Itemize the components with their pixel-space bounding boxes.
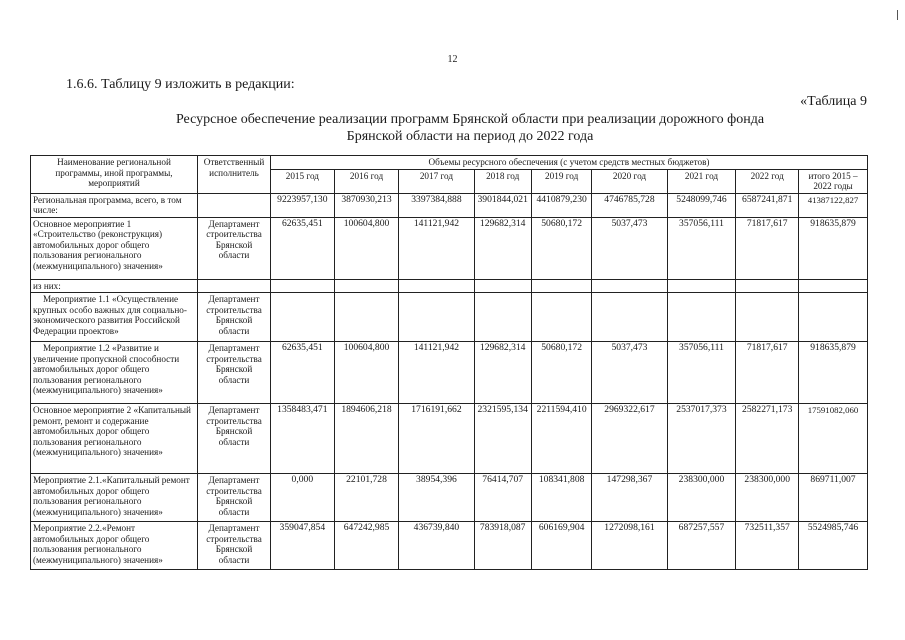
row-value bbox=[531, 293, 592, 342]
table-row bbox=[31, 342, 868, 404]
row-name: из них: bbox=[31, 279, 198, 293]
row-value: 71817,617 bbox=[736, 217, 799, 279]
row-value: 22101,728 bbox=[334, 474, 399, 522]
row-value: 1894606,218 bbox=[334, 404, 399, 474]
row-value: 141121,942 bbox=[399, 217, 474, 279]
row-value: 359047,854 bbox=[271, 522, 335, 570]
row-value: 2211594,410 bbox=[531, 404, 592, 474]
row-total bbox=[799, 293, 868, 342]
row-value: 3870930,213 bbox=[334, 193, 399, 217]
row-value bbox=[334, 293, 399, 342]
row-value: 732511,357 bbox=[736, 522, 799, 570]
row-value bbox=[592, 279, 667, 293]
row-total: 17591082,060 bbox=[799, 404, 868, 474]
row-value bbox=[399, 293, 474, 342]
row-name: Мероприятие 1.2 «Развитие и увеличение пропускной способности автомобильных дорог общего пользования регионального (межмуниципального) значения» bbox=[31, 342, 198, 404]
title-line-2: Брянской области на период до 2022 года bbox=[346, 129, 594, 144]
row-total: 5524985,746 bbox=[799, 522, 868, 570]
row-value: 5037,473 bbox=[592, 217, 667, 279]
header-year: 2021 год bbox=[667, 169, 736, 193]
row-value: 2969322,617 bbox=[592, 404, 667, 474]
row-value: 606169,904 bbox=[531, 522, 592, 570]
header-volumes: Объемы ресурсного обеспечения (с учетом средств местных бюджетов) bbox=[271, 156, 868, 170]
header-name: Наименование региональной программы, иной программы, мероприятий bbox=[31, 156, 198, 194]
row-name: Мероприятие 1.1 «Осуществление крупных особо важных для социально-экономического развития Российской Федерации проектов» bbox=[31, 293, 198, 342]
header-row-1 bbox=[31, 156, 868, 170]
row-value bbox=[399, 279, 474, 293]
row-value: 141121,942 bbox=[399, 342, 474, 404]
row-value: 5248099,746 bbox=[667, 193, 736, 217]
header-year: 2016 год bbox=[334, 169, 399, 193]
row-value: 62635,451 bbox=[271, 342, 335, 404]
row-value: 3901844,021 bbox=[474, 193, 531, 217]
row-value: 2321595,134 bbox=[474, 404, 531, 474]
row-value: 76414,707 bbox=[474, 474, 531, 522]
row-value: 9223957,130 bbox=[271, 193, 335, 217]
row-value: 129682,314 bbox=[474, 342, 531, 404]
row-executor bbox=[197, 279, 270, 293]
row-executor: Департамент строительства Брянской области bbox=[197, 217, 270, 279]
row-value bbox=[667, 293, 736, 342]
header-total: итого 2015 – 2022 годы bbox=[799, 169, 868, 193]
row-total bbox=[799, 279, 868, 293]
table-row bbox=[31, 217, 868, 279]
header-responsible: Ответственный исполнитель bbox=[197, 156, 270, 194]
table-row bbox=[31, 279, 868, 293]
row-value: 2537017,373 bbox=[667, 404, 736, 474]
row-value: 4746785,728 bbox=[592, 193, 667, 217]
row-value: 1716191,662 bbox=[399, 404, 474, 474]
row-executor: Департамент строительства Брянской области bbox=[197, 522, 270, 570]
row-value: 357056,111 bbox=[667, 217, 736, 279]
header-year: 2017 год bbox=[399, 169, 474, 193]
table-row bbox=[31, 522, 868, 570]
row-executor bbox=[197, 193, 270, 217]
row-value: 100604,800 bbox=[334, 217, 399, 279]
row-value: 238300,000 bbox=[736, 474, 799, 522]
row-value: 783918,087 bbox=[474, 522, 531, 570]
edge-mark bbox=[897, 10, 898, 20]
row-value: 5037,473 bbox=[592, 342, 667, 404]
header-year: 2015 год bbox=[271, 169, 335, 193]
row-name: Мероприятие 2.1.«Капитальный ремонт автомобильных дорог общего пользования регионального (межмуниципального) значения» bbox=[31, 474, 198, 522]
row-value: 357056,111 bbox=[667, 342, 736, 404]
row-value: 3397384,888 bbox=[399, 193, 474, 217]
row-value bbox=[271, 293, 335, 342]
row-value bbox=[736, 293, 799, 342]
row-value: 687257,557 bbox=[667, 522, 736, 570]
row-total: 918635,879 bbox=[799, 342, 868, 404]
row-value: 1358483,471 bbox=[271, 404, 335, 474]
row-value bbox=[736, 279, 799, 293]
row-name: Основное мероприятие 2 «Капитальный ремонт, ремонт и содержание автомобильных дорог общего пользования регионального (межмуниципального) значения» bbox=[31, 404, 198, 474]
row-value: 6587241,871 bbox=[736, 193, 799, 217]
row-value: 129682,314 bbox=[474, 217, 531, 279]
header-year: 2018 год bbox=[474, 169, 531, 193]
row-value: 147298,367 bbox=[592, 474, 667, 522]
header-year: 2019 год bbox=[531, 169, 592, 193]
row-value: 2582271,173 bbox=[736, 404, 799, 474]
table-label: «Таблица 9 bbox=[800, 94, 867, 109]
row-value: 71817,617 bbox=[736, 342, 799, 404]
row-name: Региональная программа, всего, в том числе: bbox=[31, 193, 198, 217]
row-value: 647242,985 bbox=[334, 522, 399, 570]
table-row bbox=[31, 404, 868, 474]
row-value bbox=[531, 279, 592, 293]
row-executor: Департамент строительства Брянской области bbox=[197, 474, 270, 522]
intro-text: 1.6.6. Таблицу 9 изложить в редакции: bbox=[66, 77, 295, 92]
row-value: 100604,800 bbox=[334, 342, 399, 404]
title-line-1: Ресурсное обеспечение реализации программ Брянской области при реализации дорожного фонда bbox=[175, 112, 765, 127]
row-value: 50680,172 bbox=[531, 217, 592, 279]
row-value: 1272098,161 bbox=[592, 522, 667, 570]
row-value: 436739,840 bbox=[399, 522, 474, 570]
row-value bbox=[474, 279, 531, 293]
table-row bbox=[31, 193, 868, 217]
row-total: 41387122,827 bbox=[799, 193, 868, 217]
row-value bbox=[271, 279, 335, 293]
row-name: Основное мероприятие 1 «Строительство (реконструкция) автомобильных дорог общего пользования регионального (межмуниципального) значения» bbox=[31, 217, 198, 279]
row-value: 38954,396 bbox=[399, 474, 474, 522]
row-executor: Департамент строительства Брянской области bbox=[197, 404, 270, 474]
row-value bbox=[592, 293, 667, 342]
row-value bbox=[334, 279, 399, 293]
row-value bbox=[474, 293, 531, 342]
page-number: 12 bbox=[447, 54, 458, 65]
row-total: 918635,879 bbox=[799, 217, 868, 279]
row-executor: Департамент строительства Брянской области bbox=[197, 293, 270, 342]
resource-table bbox=[30, 155, 868, 570]
table-body bbox=[31, 193, 868, 570]
row-executor: Департамент строительства Брянской области bbox=[197, 342, 270, 404]
table-row bbox=[31, 293, 868, 342]
row-total: 869711,007 bbox=[799, 474, 868, 522]
row-value: 4410879,230 bbox=[531, 193, 592, 217]
row-value: 0,000 bbox=[271, 474, 335, 522]
header-year: 2020 год bbox=[592, 169, 667, 193]
row-value: 50680,172 bbox=[531, 342, 592, 404]
row-name: Мероприятие 2.2.«Ремонт автомобильных дорог общего пользования регионального (межмуниципального) значения» bbox=[31, 522, 198, 570]
document-title bbox=[110, 111, 830, 145]
table-row bbox=[31, 474, 868, 522]
row-value bbox=[667, 279, 736, 293]
row-value: 108341,808 bbox=[531, 474, 592, 522]
header-year: 2022 год bbox=[736, 169, 799, 193]
row-value: 62635,451 bbox=[271, 217, 335, 279]
row-value: 238300,000 bbox=[667, 474, 736, 522]
